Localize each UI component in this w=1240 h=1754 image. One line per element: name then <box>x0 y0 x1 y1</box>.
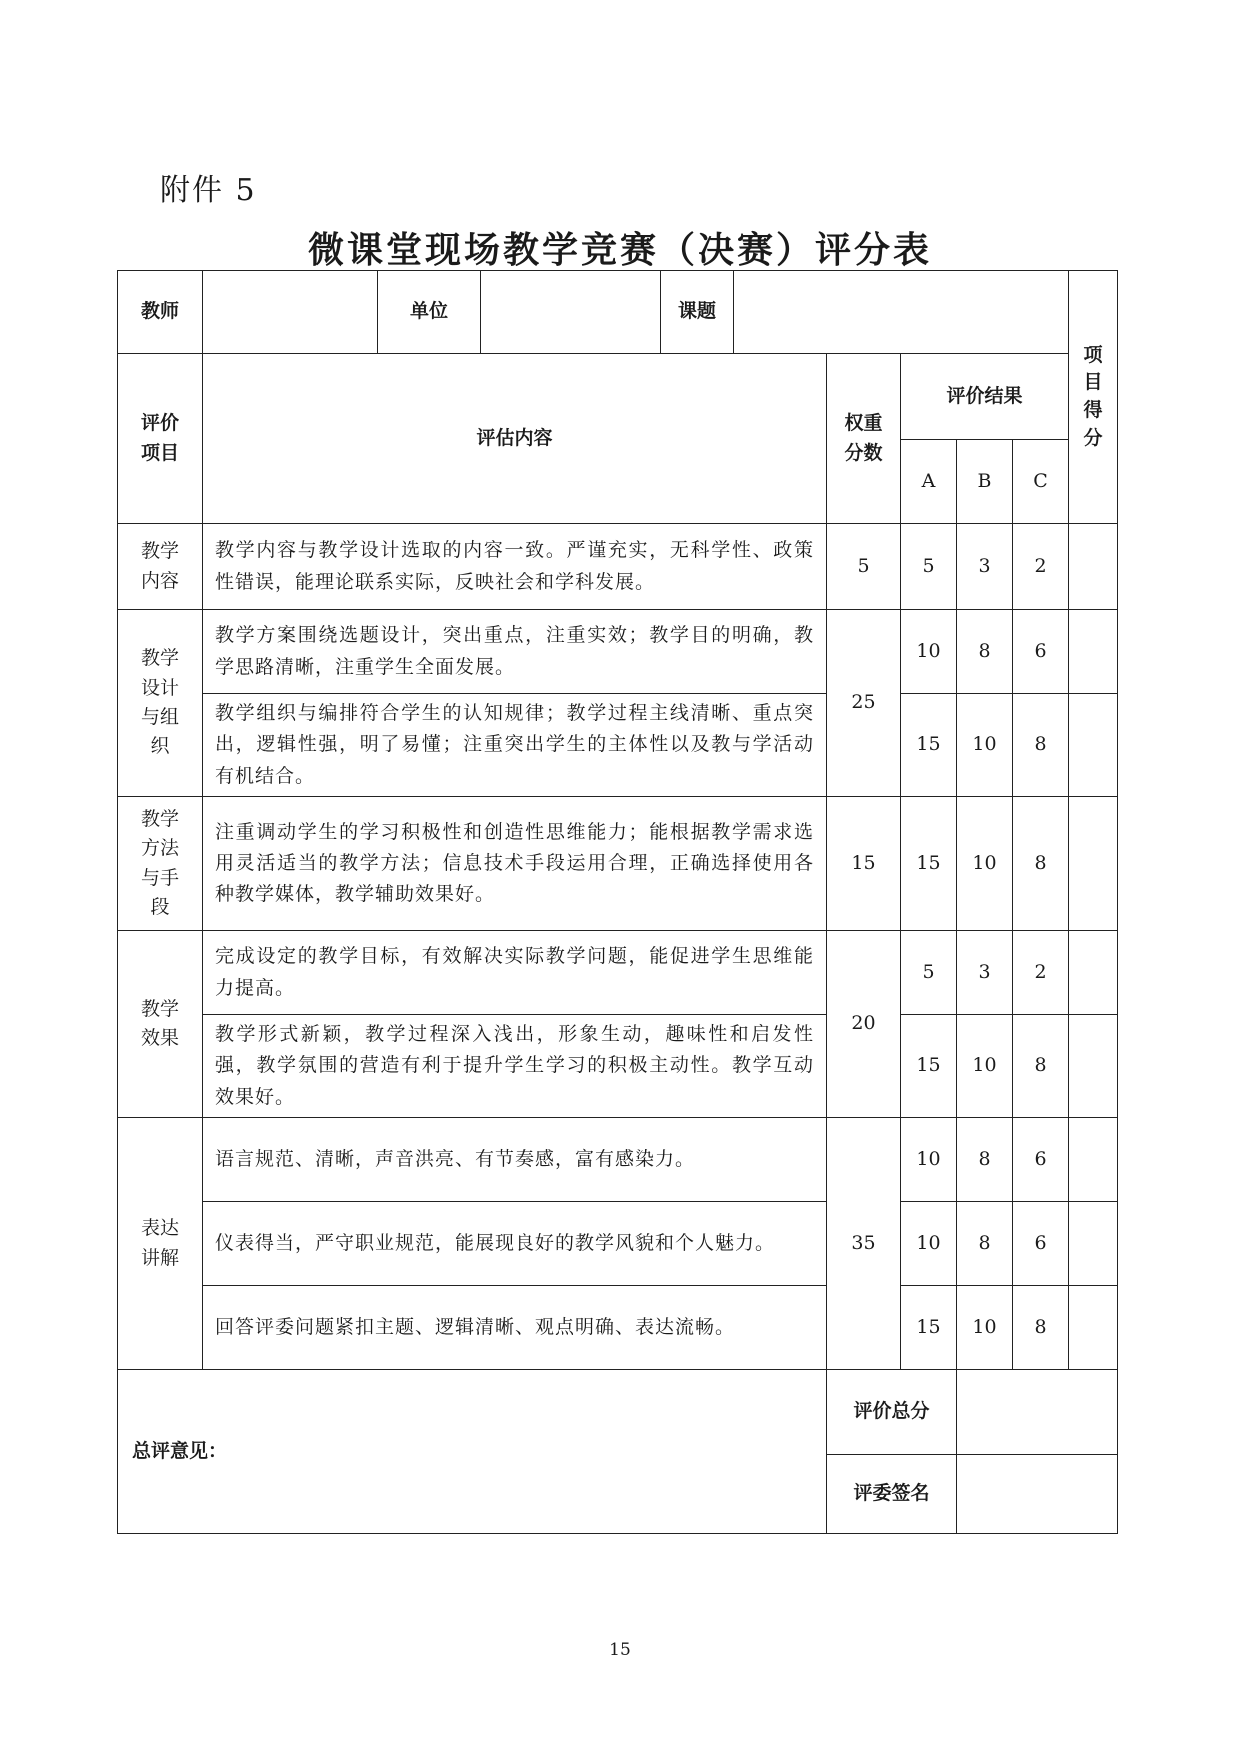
grade-c-cell: 2 <box>1013 524 1069 610</box>
overall-comment-label[interactable]: 总评意见： <box>118 1370 827 1534</box>
column-header-row <box>118 354 1118 440</box>
item-score-field[interactable] <box>1069 1202 1118 1286</box>
table-row <box>118 694 1118 797</box>
weight-cell: 5 <box>827 524 901 610</box>
document-title: 微课堂现场教学竞赛（决赛）评分表 <box>307 229 932 271</box>
grade-b-cell: 10 <box>957 1286 1013 1370</box>
unit-field[interactable] <box>481 271 661 354</box>
grade-b-cell: 8 <box>957 1118 1013 1202</box>
weight-cell: 25 <box>827 610 901 797</box>
grade-c-header: C <box>1013 440 1069 524</box>
table-row <box>118 524 1118 610</box>
content-cell: 注重调动学生的学习积极性和创造性思维能力；能根据教学需求选用灵活适当的教学方法；信息技术手段运用合理，正确选择使用各种教学媒体，教学辅助效果好。 <box>203 797 827 931</box>
total-score-field[interactable] <box>957 1370 1118 1455</box>
grade-a-cell: 15 <box>901 797 957 931</box>
topic-label: 课题 <box>661 271 734 354</box>
grade-a-header: A <box>901 440 957 524</box>
page-number: 15 <box>609 1640 631 1660</box>
grade-a-cell: 15 <box>901 1015 957 1118</box>
grade-c-cell: 6 <box>1013 1202 1069 1286</box>
grade-b-cell: 10 <box>957 694 1013 797</box>
item-score-header: 项 目 得 分 <box>1069 271 1118 524</box>
grade-a-cell: 5 <box>901 524 957 610</box>
total-row <box>118 1370 1118 1455</box>
item-score-field[interactable] <box>1069 1118 1118 1202</box>
signature-label: 评委签名 <box>827 1455 957 1534</box>
content-cell: 教学方案围绕选题设计，突出重点，注重实效；教学目的明确，教学思路清晰，注重学生全面发展。 <box>203 610 827 694</box>
category-cell: 教学 设计 与组 织 <box>118 610 203 797</box>
teacher-field[interactable] <box>203 271 378 354</box>
topic-field[interactable] <box>734 271 1069 354</box>
weight-cell: 20 <box>827 931 901 1118</box>
table-row <box>118 1015 1118 1118</box>
unit-label: 单位 <box>378 271 481 354</box>
grade-c-cell: 6 <box>1013 1118 1069 1202</box>
grade-c-cell: 8 <box>1013 1015 1069 1118</box>
table-row <box>118 931 1118 1015</box>
grade-b-header: B <box>957 440 1013 524</box>
content-cell: 语言规范、清晰，声音洪亮、有节奏感，富有感染力。 <box>203 1118 827 1202</box>
scoring-table <box>117 270 1118 1534</box>
item-score-field[interactable] <box>1069 524 1118 610</box>
grade-b-cell: 3 <box>957 931 1013 1015</box>
grade-a-cell: 15 <box>901 694 957 797</box>
header-info-row <box>118 271 1118 354</box>
signature-field[interactable] <box>957 1455 1118 1534</box>
attachment-label: 附件 5 <box>160 173 257 208</box>
grade-b-cell: 3 <box>957 524 1013 610</box>
grade-b-cell: 8 <box>957 1202 1013 1286</box>
category-header: 评价 项目 <box>118 354 203 524</box>
grade-c-cell: 8 <box>1013 694 1069 797</box>
table-row <box>118 1118 1118 1202</box>
grade-a-cell: 10 <box>901 1202 957 1286</box>
item-score-field[interactable] <box>1069 1015 1118 1118</box>
content-cell: 教学形式新颖，教学过程深入浅出，形象生动，趣味性和启发性强，教学氛围的营造有利于提升学生学习的积极主动性。教学互动效果好。 <box>203 1015 827 1118</box>
total-score-label: 评价总分 <box>827 1370 957 1455</box>
content-cell: 教学组织与编排符合学生的认知规律；教学过程主线清晰、重点突出，逻辑性强，明了易懂；注重突出学生的主体性以及教与学活动有机结合。 <box>203 694 827 797</box>
content-cell: 教学内容与教学设计选取的内容一致。严谨充实，无科学性、政策性错误，能理论联系实际，反映社会和学科发展。 <box>203 524 827 610</box>
grade-b-cell: 8 <box>957 610 1013 694</box>
grade-b-cell: 10 <box>957 1015 1013 1118</box>
content-cell: 回答评委问题紧扣主题、逻辑清晰、观点明确、表达流畅。 <box>203 1286 827 1370</box>
teacher-label: 教师 <box>118 271 203 354</box>
item-score-field[interactable] <box>1069 694 1118 797</box>
content-header: 评估内容 <box>203 354 827 524</box>
grade-c-cell: 8 <box>1013 1286 1069 1370</box>
grade-a-cell: 10 <box>901 610 957 694</box>
weight-header: 权重 分数 <box>827 354 901 524</box>
category-cell: 教学 内容 <box>118 524 203 610</box>
grade-c-cell: 6 <box>1013 610 1069 694</box>
grade-c-cell: 2 <box>1013 931 1069 1015</box>
category-cell: 表达 讲解 <box>118 1118 203 1370</box>
table-row <box>118 1286 1118 1370</box>
table-row <box>118 610 1118 694</box>
weight-cell: 35 <box>827 1118 901 1370</box>
grade-a-cell: 15 <box>901 1286 957 1370</box>
item-score-field[interactable] <box>1069 610 1118 694</box>
grade-c-cell: 8 <box>1013 797 1069 931</box>
category-cell: 教学 效果 <box>118 931 203 1118</box>
grade-b-cell: 10 <box>957 797 1013 931</box>
grade-a-cell: 5 <box>901 931 957 1015</box>
grade-a-cell: 10 <box>901 1118 957 1202</box>
result-header: 评价结果 <box>901 354 1069 440</box>
content-cell: 完成设定的教学目标，有效解决实际教学问题，能促进学生思维能力提高。 <box>203 931 827 1015</box>
category-cell: 教学 方法 与手 段 <box>118 797 203 931</box>
content-cell: 仪表得当，严守职业规范，能展现良好的教学风貌和个人魅力。 <box>203 1202 827 1286</box>
table-row <box>118 1202 1118 1286</box>
table-row <box>118 797 1118 931</box>
item-score-field[interactable] <box>1069 931 1118 1015</box>
item-score-field[interactable] <box>1069 797 1118 931</box>
weight-cell: 15 <box>827 797 901 931</box>
item-score-field[interactable] <box>1069 1286 1118 1370</box>
